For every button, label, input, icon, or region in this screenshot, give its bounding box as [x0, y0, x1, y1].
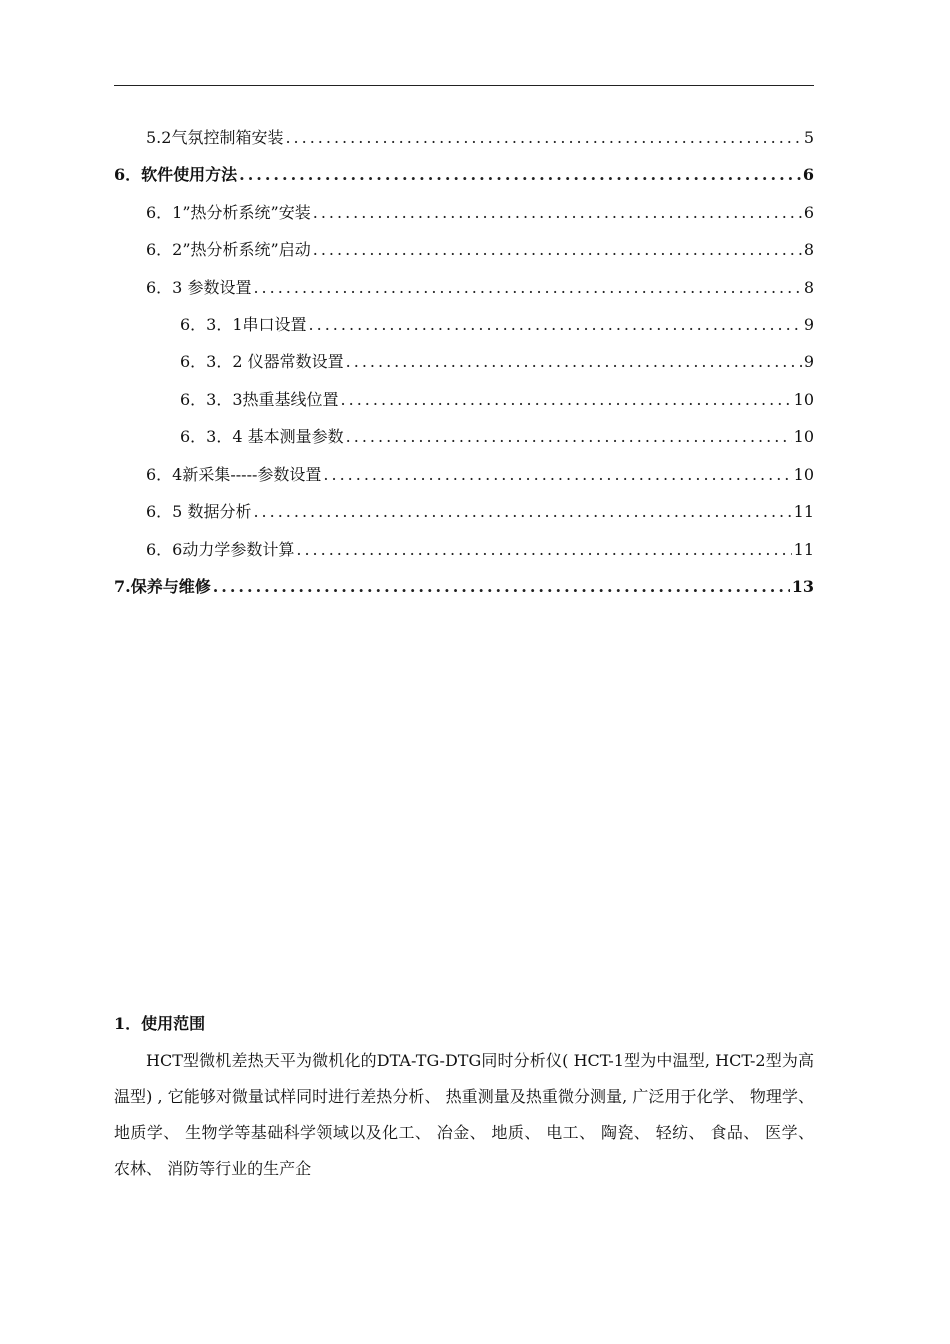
- toc-entry-page: 11: [793, 502, 814, 521]
- toc-entry-page: 9: [803, 315, 814, 334]
- toc-leader-dots: [253, 278, 801, 298]
- toc-entry[interactable]: [146, 128, 814, 148]
- toc-entry[interactable]: [146, 502, 814, 522]
- toc-entry[interactable]: [114, 577, 814, 597]
- toc-entry-label: 5.2气氛控制箱安装: [146, 128, 284, 147]
- header-rule: [114, 85, 814, 86]
- toc-entry[interactable]: [146, 465, 814, 485]
- toc-leader-dots: [341, 390, 792, 410]
- toc-entry-page: 6: [803, 203, 814, 222]
- toc-entry[interactable]: [146, 203, 814, 223]
- toc-entry-page: 9: [803, 352, 814, 371]
- toc-entry-label: 6．3 参数设置: [146, 278, 252, 297]
- section-heading: 1．使用范围: [114, 1014, 206, 1033]
- toc-entry-page: 5: [803, 128, 814, 147]
- toc-entry-page: 8: [803, 278, 814, 297]
- toc-entry-page: 6: [802, 165, 814, 184]
- toc-entry-label: 6．3．4 基本测量参数: [180, 427, 344, 446]
- toc-leader-dots: [313, 240, 802, 260]
- toc-entry-label: 6．3．3热重基线位置: [180, 390, 339, 409]
- toc-leader-dots: [309, 315, 802, 335]
- toc-entry-page: 11: [793, 540, 814, 559]
- toc-leader-dots: [253, 502, 791, 522]
- section-usage-scope: [114, 1013, 814, 1187]
- toc-leader-dots: [213, 577, 790, 597]
- toc-entry[interactable]: [180, 352, 814, 372]
- toc-entry[interactable]: [180, 315, 814, 335]
- toc-entry-label: 6．1”热分析系统”安装: [146, 203, 311, 222]
- toc-entry[interactable]: [146, 540, 814, 560]
- toc-leader-dots: [323, 465, 791, 485]
- toc-entry-label: 6．3．1串口设置: [180, 315, 307, 334]
- toc-leader-dots: [346, 427, 792, 447]
- toc-entry-page: 13: [791, 577, 814, 596]
- toc-entry[interactable]: [180, 390, 814, 410]
- toc-entry[interactable]: [180, 427, 814, 447]
- toc-entry-label: 6．6动力学参数计算: [146, 540, 295, 559]
- section-body-paragraph: HCT型微机差热天平为微机化的DTA-TG-DTG同时分析仪( HCT-1型为中温型, HCT-2型为高温型) , 它能够对微量试样同时进行差热分析、 热重测量及热重微分测量, 广泛用于化学、 物理学、 地质学、 生物学等基础科学领域以及化工、 冶金、 地质、 电工、 陶瓷、 轻纺、 食品、 医学、 农林、 消防等行业的生产企: [114, 1051, 814, 1178]
- toc-entry-page: 10: [793, 427, 814, 446]
- toc-entry[interactable]: [114, 165, 814, 185]
- toc-entry-label: 6．4新采集-----参数设置: [146, 465, 322, 484]
- toc-entry-label: 6．软件使用方法: [114, 165, 238, 184]
- toc-entry-page: 10: [793, 465, 814, 484]
- toc-leader-dots: [313, 203, 802, 223]
- toc-leader-dots: [296, 540, 791, 560]
- toc-entry-label: 7.保养与维修: [114, 577, 211, 596]
- toc-leader-dots: [285, 128, 801, 148]
- toc-entry[interactable]: [146, 278, 814, 298]
- toc-entry-label: 6．2”热分析系统”启动: [146, 240, 311, 259]
- toc-leader-dots: [239, 165, 801, 185]
- toc-entry-label: 6．3．2 仪器常数设置: [180, 352, 344, 371]
- toc-entry[interactable]: [146, 240, 814, 260]
- toc-entry-page: 10: [793, 390, 814, 409]
- toc-leader-dots: [346, 352, 802, 372]
- toc-entry-page: 8: [803, 240, 814, 259]
- toc-entry-label: 6．5 数据分析: [146, 502, 252, 521]
